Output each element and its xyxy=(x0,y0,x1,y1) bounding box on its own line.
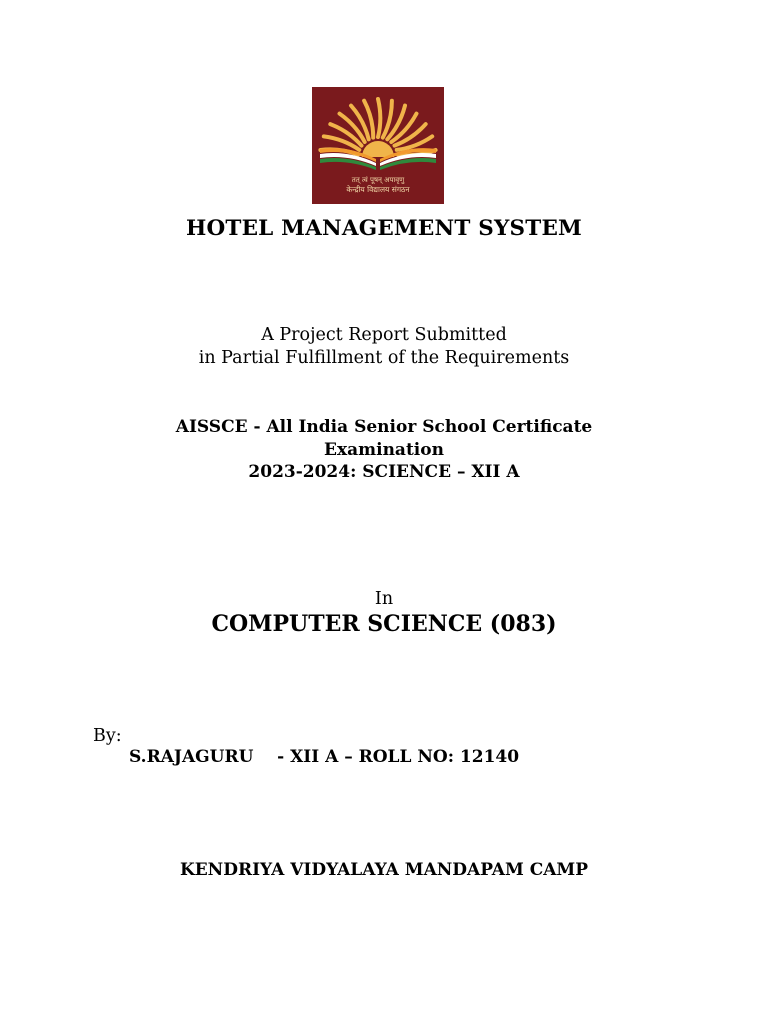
project-title: HOTEL MANAGEMENT SYSTEM xyxy=(185,216,583,241)
exam-line-3: 2023-2024: SCIENCE – XII A xyxy=(248,462,520,482)
sun-ray xyxy=(383,101,392,138)
report-line-2: in Partial Fulfillment of the Requirements xyxy=(198,348,570,368)
logo-motto: तत् त्वं पूषन् अपावृणु xyxy=(351,176,405,184)
kvs-emblem-icon xyxy=(312,87,444,204)
exam-line-2: Examination xyxy=(324,440,444,460)
school-name: KENDRIYA VIDYALAYA MANDAPAM CAMP xyxy=(179,860,589,880)
sun-disc xyxy=(362,141,394,157)
by-label: By: xyxy=(93,726,122,746)
report-line-1: A Project Report Submitted xyxy=(261,325,507,345)
sun-ray xyxy=(378,99,380,137)
exam-line-1: AISSCE - All India Senior School Certificate xyxy=(175,417,593,437)
subject-name: COMPUTER SCIENCE (083) xyxy=(211,611,557,637)
kvs-logo xyxy=(312,87,444,204)
author-line: S.RAJAGURU - XII A – ROLL NO: 12140 xyxy=(129,747,520,767)
logo-caption: केन्द्रीय विद्यालय संगठन xyxy=(346,185,410,194)
in-label: In xyxy=(374,589,394,609)
